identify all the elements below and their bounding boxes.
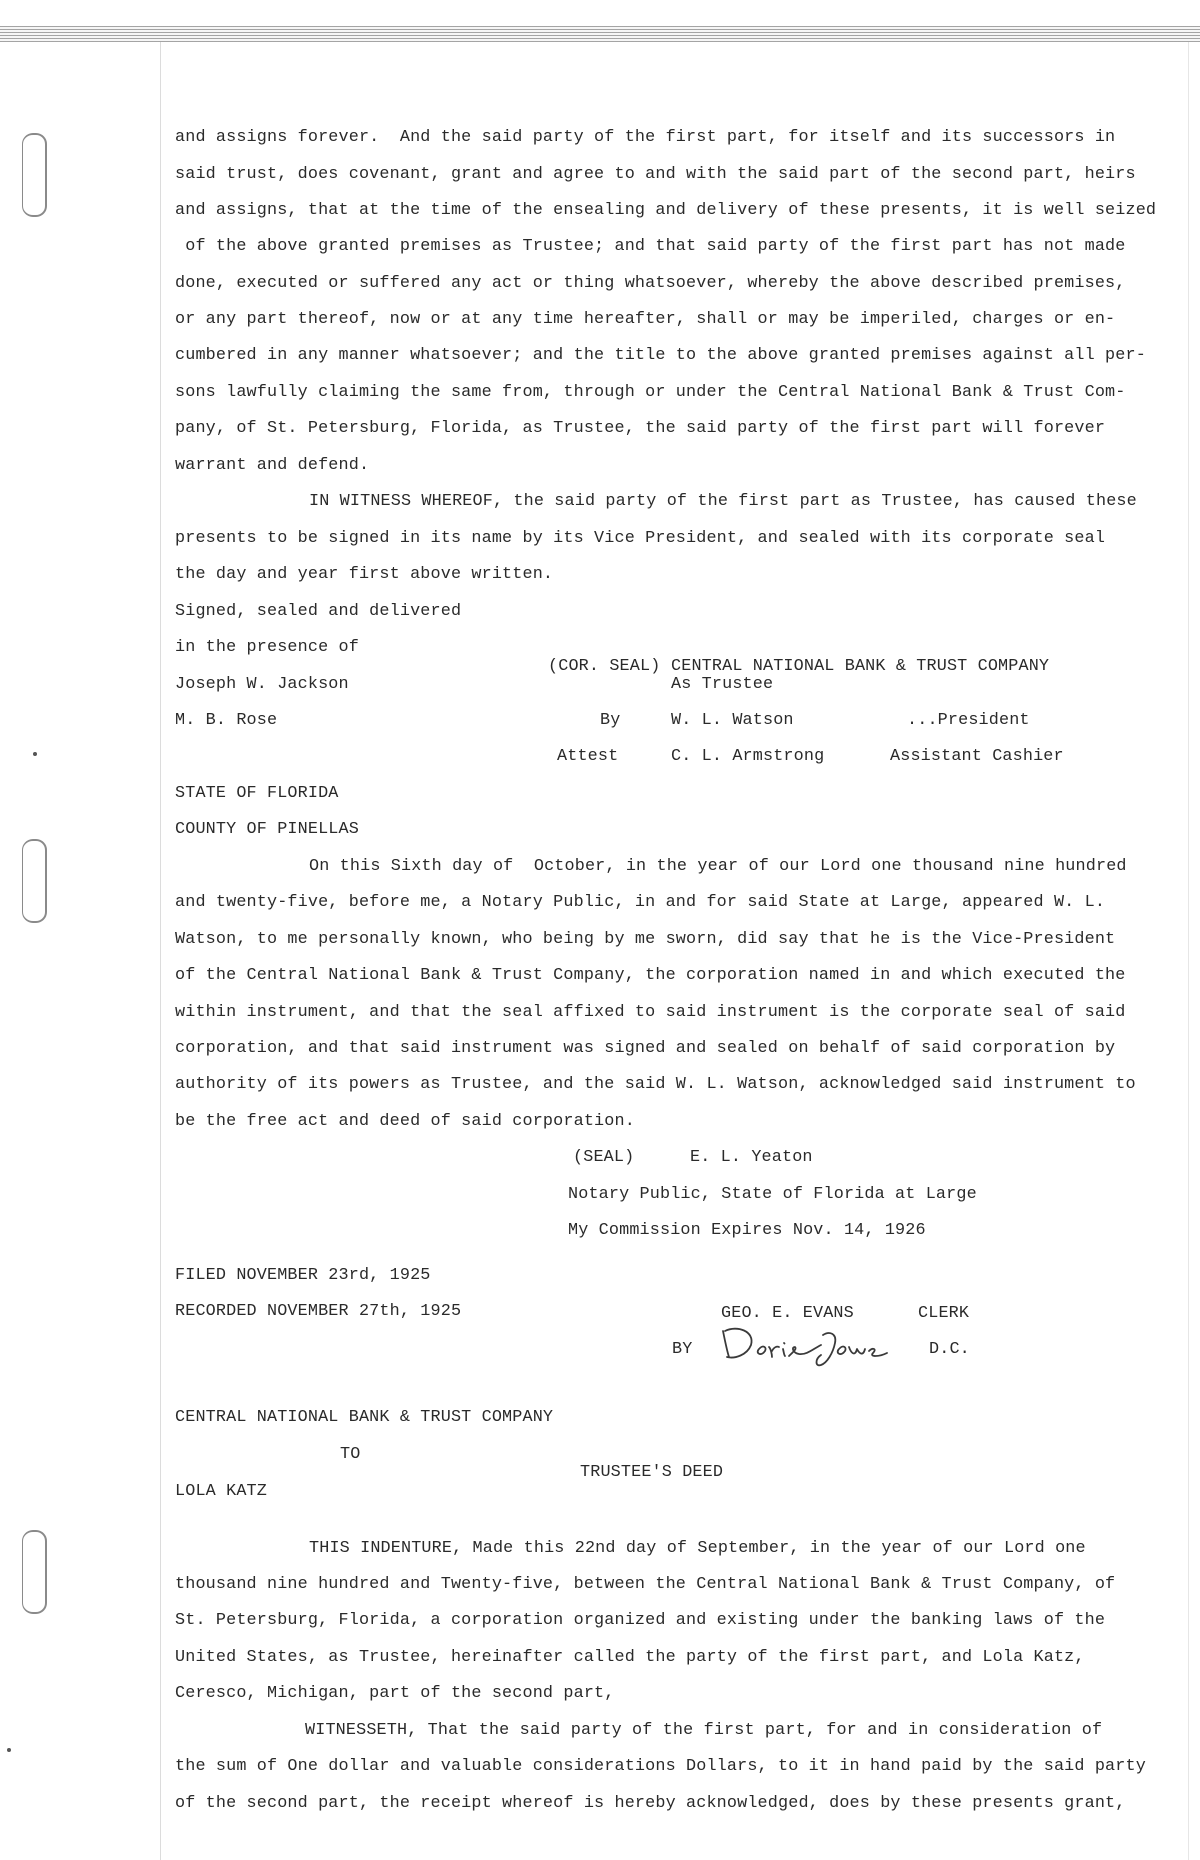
- notary-commission: My Commission Expires Nov. 14, 1926: [568, 1221, 926, 1240]
- filed-date: FILED NOVEMBER 23rd, 1925: [175, 1266, 431, 1285]
- attest-label: Attest: [557, 747, 619, 766]
- binder-hole-bottom: [22, 1530, 47, 1614]
- notary-name: E. L. Yeaton: [690, 1148, 813, 1167]
- venue-state: STATE OF FLORIDA: [175, 784, 339, 803]
- acknowledgment-line: and twenty-five, before me, a Notary Public, in and for said State at Large, appeared W. L.: [175, 893, 1106, 912]
- signed-sealed-line: Signed, sealed and delivered: [175, 602, 462, 621]
- acknowledgment-line: within instrument, and that the seal affixed to said instrument is the corporate seal of said: [175, 1003, 1126, 1022]
- binder-hole-top: [22, 133, 47, 217]
- paragraph-line: warrant and defend.: [175, 456, 370, 475]
- acknowledgment-line: On this Sixth day of October, in the year of our Lord one thousand nine hundred: [309, 857, 1127, 876]
- deputy-by-label: BY: [672, 1340, 693, 1359]
- speck-mark: [7, 1748, 11, 1752]
- clerk-title: CLERK: [918, 1304, 970, 1323]
- by-label: By: [600, 711, 621, 730]
- left-margin-rule: [160, 42, 161, 1860]
- deputy-clerk-label: D.C.: [929, 1340, 970, 1359]
- caption-grantee: LOLA KATZ: [175, 1482, 267, 1501]
- caption-to: TO: [340, 1445, 361, 1464]
- acknowledgment-line: be the free act and deed of said corporation.: [175, 1112, 635, 1131]
- caption-grantor: CENTRAL NATIONAL BANK & TRUST COMPANY: [175, 1408, 554, 1427]
- clerk-name: GEO. E. EVANS: [721, 1304, 854, 1323]
- indenture-line: thousand nine hundred and Twenty-five, between the Central National Bank & Trust Company, of: [175, 1575, 1116, 1594]
- paragraph-line: sons lawfully claiming the same from, through or under the Central National Bank & Trust Com-: [175, 383, 1126, 402]
- paragraph-line: done, executed or suffered any act or thing whatsoever, whereby the above described premises,: [175, 274, 1126, 293]
- paragraph-line: of the above granted premises as Trustee; and that said party of the first part has not made: [175, 237, 1126, 256]
- indenture-line: Ceresco, Michigan, part of the second part,: [175, 1684, 615, 1703]
- witness-line: IN WITNESS WHEREOF, the said party of the first part as Trustee, has caused these: [309, 492, 1137, 511]
- acknowledgment-line: Watson, to me personally known, who being by me sworn, did say that he is the Vice-President: [175, 930, 1116, 949]
- president-name: W. L. Watson: [671, 711, 794, 730]
- acknowledgment-line: of the Central National Bank & Trust Company, the corporation named in and which executed the: [175, 966, 1126, 985]
- witnesseth-line: of the second part, the receipt whereof is hereby acknowledged, does by these presents grant,: [175, 1794, 1126, 1813]
- indenture-line: THIS INDENTURE, Made this 22nd day of September, in the year of our Lord one: [309, 1539, 1086, 1558]
- right-margin-rule: [1188, 42, 1189, 1860]
- as-trustee: As Trustee: [671, 675, 774, 694]
- paragraph-line: cumbered in any manner whatsoever; and the title to the above granted premises against all per-: [175, 346, 1146, 365]
- witness-line: presents to be signed in its name by its Vice President, and sealed with its corporate seal: [175, 529, 1106, 548]
- indenture-line: United States, as Trustee, hereinafter called the party of the first part, and Lola Katz,: [175, 1648, 1085, 1667]
- presence-line: in the presence of: [175, 638, 359, 657]
- speck-mark: [33, 752, 37, 756]
- notary-title: Notary Public, State of Florida at Large: [568, 1185, 977, 1204]
- paragraph-line: and assigns, that at the time of the ensealing and delivery of these presents, it is well seized: [175, 201, 1157, 220]
- attest-name: C. L. Armstrong: [671, 747, 825, 766]
- paragraph-line: pany, of St. Petersburg, Florida, as Trustee, the said party of the first part will forever: [175, 419, 1106, 438]
- attest-title: Assistant Cashier: [890, 747, 1064, 766]
- paragraph-line: and assigns forever. And the said party of the first part, for itself and its successors in: [175, 128, 1116, 147]
- bank-name: CENTRAL NATIONAL BANK & TRUST COMPANY: [671, 657, 1050, 676]
- caption-deed-type: TRUSTEE'S DEED: [580, 1463, 724, 1482]
- acknowledgment-line: corporation, and that said instrument was signed and sealed on behalf of said corporation by: [175, 1039, 1116, 1058]
- venue-county: COUNTY OF PINELLAS: [175, 820, 359, 839]
- witness-name-2: M. B. Rose: [175, 711, 278, 730]
- recorded-date: RECORDED NOVEMBER 27th, 1925: [175, 1302, 462, 1321]
- witness-name-1: Joseph W. Jackson: [175, 675, 349, 694]
- indenture-line: St. Petersburg, Florida, a corporation organized and existing under the banking laws of the: [175, 1611, 1106, 1630]
- president-title: ...President: [907, 711, 1030, 730]
- witness-line: the day and year first above written.: [175, 565, 554, 584]
- deputy-clerk-signature: [717, 1319, 907, 1375]
- witnesseth-line: the sum of One dollar and valuable considerations Dollars, to it in hand paid by the said party: [175, 1757, 1146, 1776]
- notary-seal-label: (SEAL): [573, 1148, 635, 1167]
- paragraph-line: said trust, does covenant, grant and agree to and with the said part of the second part, heirs: [175, 165, 1136, 184]
- witnesseth-line: WITNESSETH, That the said party of the first part, for and in consideration of: [305, 1721, 1103, 1740]
- corporate-seal-label: (COR. SEAL): [548, 657, 661, 676]
- paragraph-line: or any part thereof, now or at any time hereafter, shall or may be imperiled, charges or en-: [175, 310, 1116, 329]
- acknowledgment-line: authority of its powers as Trustee, and the said W. L. Watson, acknowledged said instrument to: [175, 1075, 1136, 1094]
- binder-hole-middle: [22, 839, 47, 923]
- page-top-border: [0, 26, 1200, 42]
